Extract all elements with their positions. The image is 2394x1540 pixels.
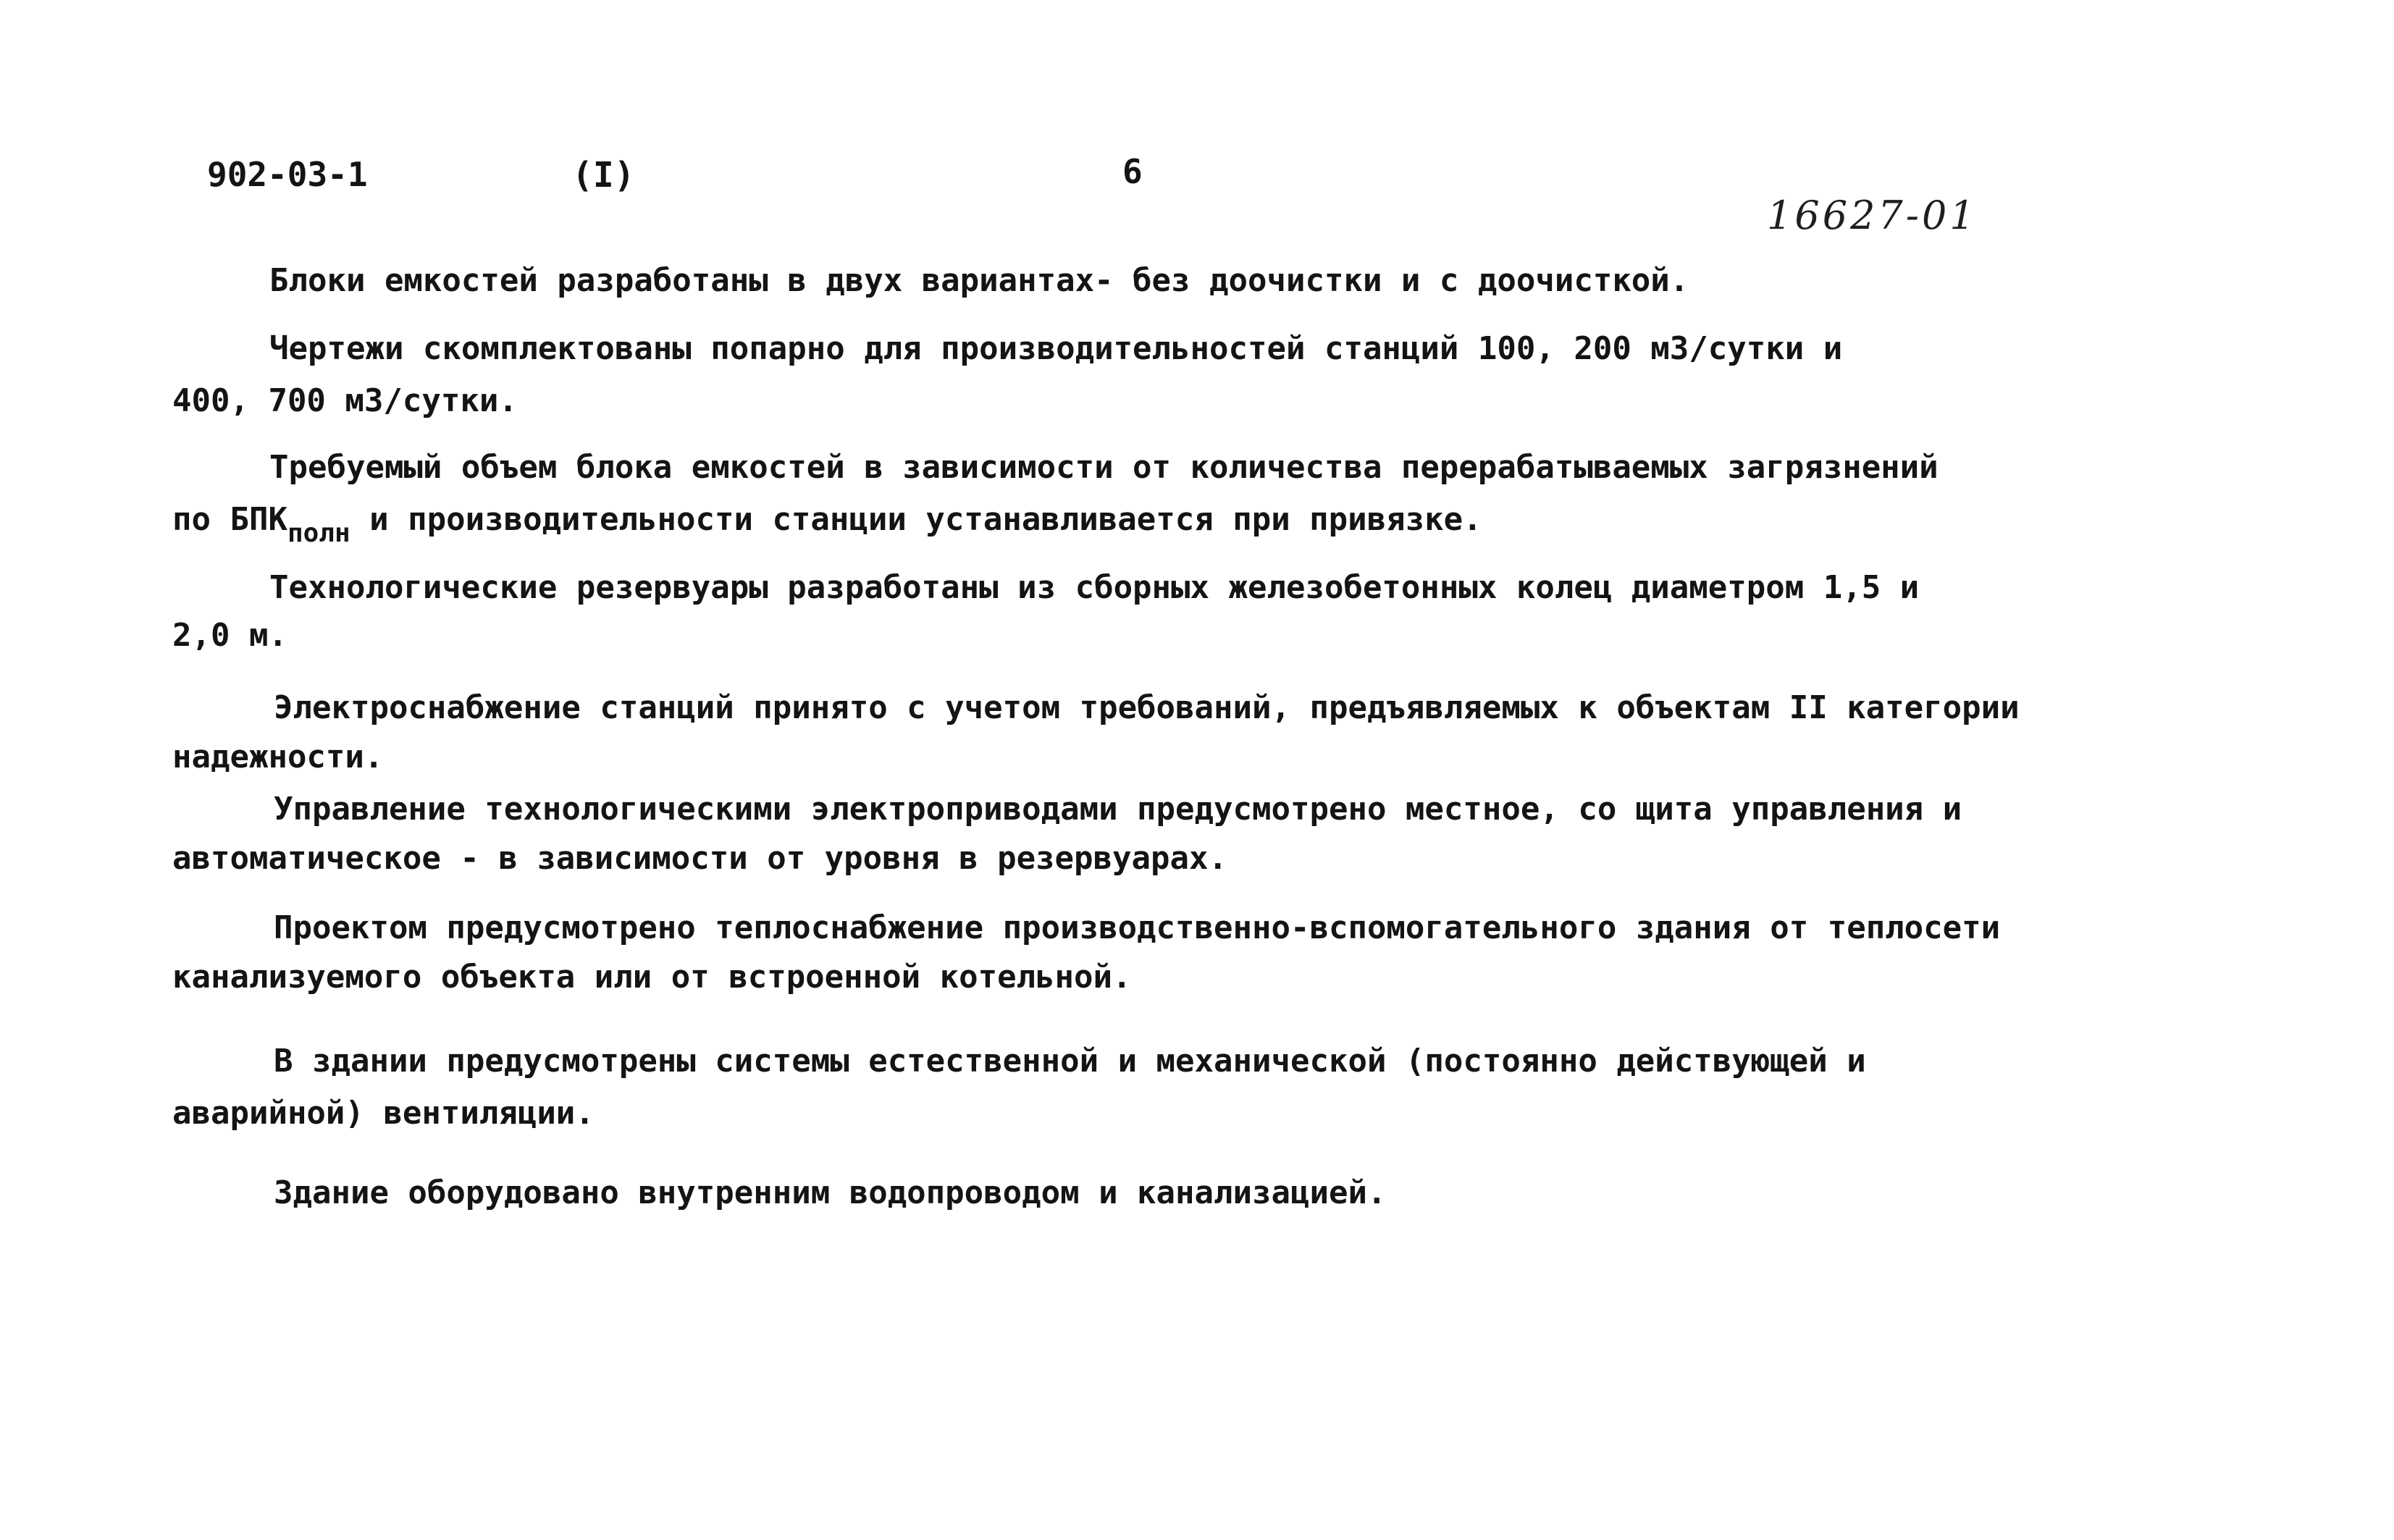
paragraph-4-line-2: 2,0 м. xyxy=(172,617,287,654)
paragraph-6-line-1: Управление технологическими электроприводами предусмотрено местное, со щита управления и xyxy=(274,791,1962,828)
paragraph-1-line-1: Блоки емкостей разработаны в двух вариантах- без доочистки и с доочисткой. xyxy=(269,262,1689,299)
paragraph-9-line-1: Здание оборудовано внутренним водопроводом и канализацией. xyxy=(274,1174,1387,1211)
page-number: 6 xyxy=(1122,152,1143,191)
paragraph-6-line-2: автоматическое - в зависимости от уровня в резервуарах. xyxy=(172,840,1227,877)
paragraph-8-line-1: В здании предусмотрены системы естественной и механической (постоянно действующей и xyxy=(274,1043,1866,1080)
paragraph-3-line-2 xyxy=(172,501,1482,548)
paragraph-3-line-2-rest: и производительности станции устанавливается при привязке. xyxy=(350,501,1482,538)
paragraph-2-line-1: Чертежи скомплектованы попарно для производительностей станций 100, 200 м3/сутки и xyxy=(269,330,1843,367)
paragraph-2-line-2: 400, 700 м3/сутки. xyxy=(172,382,518,419)
paragraph-8-line-2: аварийной) вентиляции. xyxy=(172,1095,595,1132)
inventory-number: 16627-01 xyxy=(1767,193,1978,238)
bpk-label: по БПК xyxy=(172,501,287,538)
paragraph-3-line-1: Требуемый объем блока емкостей в зависимости от количества перерабатываемых загрязнений xyxy=(269,449,1939,486)
paragraph-7-line-2: канализуемого объекта или от встроенной котельной. xyxy=(172,959,1132,996)
paragraph-5-line-2: надежности. xyxy=(172,739,384,775)
doc-code: 902-03-1 xyxy=(207,155,368,194)
bpk-subscript: полн xyxy=(287,518,350,548)
paragraph-5-line-1: Электроснабжение станций принято с учетом требований, предъявляемых к объектам II категории xyxy=(274,689,2020,726)
paragraph-7-line-1: Проектом предусмотрено теплоснабжение производственно-вспомогательного здания от теплосети xyxy=(274,909,2001,946)
paragraph-4-line-1: Технологические резервуары разработаны из сборных железобетонных колец диаметром 1,5 и xyxy=(269,569,1920,606)
part-number: (I) xyxy=(572,155,635,195)
